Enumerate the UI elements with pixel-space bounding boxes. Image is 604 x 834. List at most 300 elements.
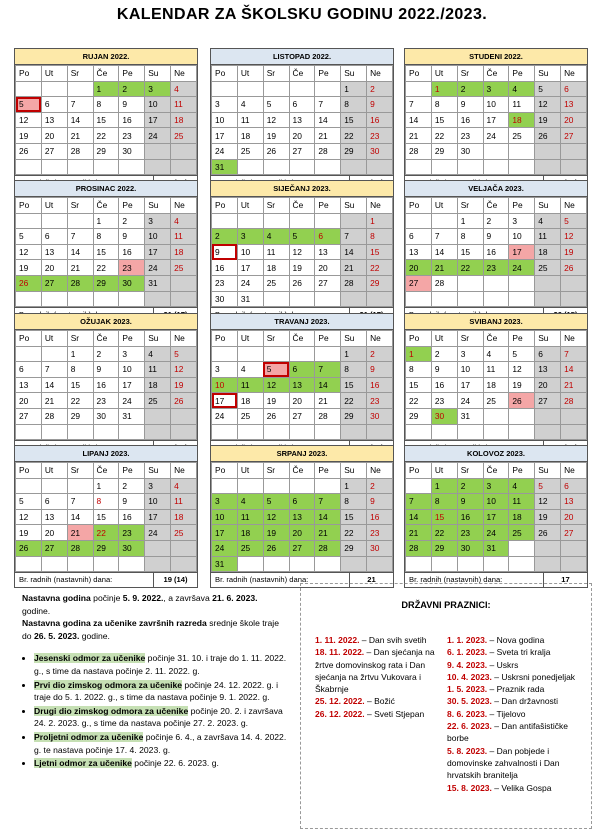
day-cell: 18 <box>535 244 561 260</box>
day-cell: 14 <box>67 244 93 260</box>
day-cell: 17 <box>237 260 263 276</box>
weekday-header: Su <box>145 331 171 347</box>
day-cell: 26 <box>509 393 535 409</box>
weekday-header: Po <box>16 198 42 214</box>
day-cell: 26 <box>16 540 42 556</box>
day-cell: 2 <box>367 346 393 362</box>
weekday-header: Ne <box>367 463 393 479</box>
weekday-header: Pe <box>119 66 145 82</box>
weekday-header: Pe <box>509 66 535 82</box>
day-cell: 19 <box>16 260 42 276</box>
day-cell: 21 <box>341 260 367 276</box>
day-cell: 22 <box>341 128 367 144</box>
day-cell: 13 <box>41 509 67 525</box>
weekday-header: Če <box>93 463 119 479</box>
day-cell: 5 <box>535 81 561 97</box>
day-cell: 13 <box>406 244 432 260</box>
day-cell: 19 <box>16 128 42 144</box>
empty-cell <box>483 408 509 424</box>
day-cell: 15 <box>431 112 457 128</box>
weekday-header: Ut <box>237 198 263 214</box>
empty-cell <box>171 556 197 572</box>
day-cell: 27 <box>41 275 67 291</box>
empty-cell <box>145 291 171 307</box>
month-name: VELJAČA 2023. <box>405 181 587 197</box>
day-cell: 26 <box>535 525 561 541</box>
day-cell: 7 <box>315 97 341 113</box>
weekday-header: Pe <box>509 463 535 479</box>
empty-cell <box>431 159 457 175</box>
empty-cell <box>171 408 197 424</box>
weekday-header: Če <box>289 66 315 82</box>
day-cell: 13 <box>289 112 315 128</box>
empty-cell <box>483 424 509 440</box>
empty-cell <box>145 408 171 424</box>
day-cell: 18 <box>509 509 535 525</box>
day-cell: 29 <box>93 143 119 159</box>
empty-cell <box>457 556 483 572</box>
day-cell: 8 <box>341 362 367 378</box>
day-cell: 16 <box>119 509 145 525</box>
day-cell: 26 <box>289 275 315 291</box>
empty-cell <box>561 275 587 291</box>
day-cell: 17 <box>212 128 238 144</box>
holiday-item: 1. 11. 2022. – Dan svih svetih <box>315 635 427 645</box>
day-cell: 10 <box>145 229 171 245</box>
empty-cell <box>171 143 197 159</box>
day-cell: 21 <box>67 525 93 541</box>
weekday-header: Če <box>483 463 509 479</box>
day-cell: 3 <box>212 362 238 378</box>
day-cell: 20 <box>561 509 587 525</box>
empty-cell <box>315 291 341 307</box>
day-cell: 23 <box>457 525 483 541</box>
day-cell: 23 <box>93 393 119 409</box>
day-cell: 21 <box>561 377 587 393</box>
day-cell: 18 <box>171 509 197 525</box>
weekday-header: Po <box>406 66 432 82</box>
empty-cell <box>457 424 483 440</box>
weekday-header: Sr <box>263 463 289 479</box>
empty-cell <box>16 81 42 97</box>
day-cell: 5 <box>509 346 535 362</box>
weekday-header: Pe <box>315 198 341 214</box>
day-cell: 24 <box>457 393 483 409</box>
empty-cell <box>67 159 93 175</box>
empty-cell <box>263 424 289 440</box>
day-cell: 27 <box>315 275 341 291</box>
month-calendar <box>210 313 394 456</box>
day-cell: 6 <box>289 362 315 378</box>
day-cell: 18 <box>237 393 263 409</box>
empty-cell <box>341 291 367 307</box>
day-cell: 18 <box>171 112 197 128</box>
workdays-value: 19 (14) <box>163 575 188 585</box>
empty-cell <box>483 275 509 291</box>
day-cell: 6 <box>406 229 432 245</box>
day-cell: 11 <box>171 494 197 510</box>
state-holidays-box <box>300 583 592 829</box>
day-cell: 24 <box>145 260 171 276</box>
weekday-header: Ut <box>237 463 263 479</box>
day-cell: 13 <box>561 494 587 510</box>
day-cell: 9 <box>457 494 483 510</box>
weekday-header: Če <box>93 198 119 214</box>
weekday-header: Ne <box>561 66 587 82</box>
day-cell: 25 <box>535 260 561 276</box>
empty-cell <box>41 346 67 362</box>
weekday-header: Ut <box>41 66 67 82</box>
list-item: • Jesenski odmor za učenike počinje 31. 10. i traje do 1. 11. 2022. g., s time da nastava počinje 2. 11. 2022. g. <box>34 652 288 677</box>
day-cell: 10 <box>145 97 171 113</box>
day-cell: 23 <box>431 393 457 409</box>
day-cell: 21 <box>406 525 432 541</box>
day-cell: 31 <box>119 408 145 424</box>
empty-cell <box>237 346 263 362</box>
empty-cell <box>263 81 289 97</box>
empty-cell <box>67 478 93 494</box>
day-cell: 13 <box>315 244 341 260</box>
day-cell: 31 <box>483 540 509 556</box>
weekday-header: Pe <box>119 463 145 479</box>
day-cell: 26 <box>263 408 289 424</box>
day-cell: 19 <box>263 128 289 144</box>
day-cell: 8 <box>431 97 457 113</box>
day-cell: 16 <box>457 509 483 525</box>
day-cell: 22 <box>93 128 119 144</box>
weekday-header: Su <box>341 463 367 479</box>
day-cell: 30 <box>367 408 393 424</box>
day-cell: 24 <box>212 143 238 159</box>
month-name: RUJAN 2022. <box>15 49 197 65</box>
weekday-header: Ne <box>367 66 393 82</box>
day-cell: 24 <box>145 525 171 541</box>
weekday-header: Ut <box>237 331 263 347</box>
holidays-column-right <box>447 634 579 794</box>
empty-cell <box>67 424 93 440</box>
holiday-item: 15. 8. 2023. – Velika Gospa <box>447 782 552 793</box>
empty-cell <box>289 424 315 440</box>
holiday-item: 1. 1. 2023. – Nova godina <box>447 635 545 645</box>
day-cell: 4 <box>171 81 197 97</box>
day-cell: 14 <box>41 377 67 393</box>
day-cell: 17 <box>212 525 238 541</box>
day-cell: 27 <box>406 275 432 291</box>
day-cell: 24 <box>119 393 145 409</box>
day-cell: 12 <box>16 112 42 128</box>
day-cell: 12 <box>171 362 197 378</box>
day-cell: 7 <box>341 229 367 245</box>
day-cell: 26 <box>561 260 587 276</box>
day-cell: 12 <box>509 362 535 378</box>
month-name: STUDENI 2022. <box>405 49 587 65</box>
day-cell: 7 <box>41 362 67 378</box>
day-cell: 2 <box>457 81 483 97</box>
day-cell: 16 <box>367 112 393 128</box>
day-cell: 11 <box>509 494 535 510</box>
day-cell: 2 <box>483 213 509 229</box>
weekday-header: Su <box>341 66 367 82</box>
day-cell: 10 <box>509 229 535 245</box>
day-cell: 26 <box>16 143 42 159</box>
weekday-header: Po <box>16 463 42 479</box>
month-name: LIPANJ 2023. <box>15 446 197 462</box>
empty-cell <box>289 556 315 572</box>
empty-cell <box>483 556 509 572</box>
day-cell: 20 <box>289 128 315 144</box>
day-cell: 14 <box>341 244 367 260</box>
holiday-item: 9. 4. 2023. – Uskrs <box>447 659 519 670</box>
day-cell: 17 <box>119 377 145 393</box>
weekday-header: Ne <box>171 198 197 214</box>
day-cell: 27 <box>41 540 67 556</box>
day-cell: 18 <box>237 525 263 541</box>
weekday-header: Su <box>535 198 561 214</box>
empty-cell <box>67 291 93 307</box>
day-cell: 11 <box>171 229 197 245</box>
weekday-header: Sr <box>67 463 93 479</box>
day-cell: 11 <box>237 509 263 525</box>
empty-cell <box>119 159 145 175</box>
day-cell: 3 <box>212 97 238 113</box>
day-cell: 25 <box>509 128 535 144</box>
day-cell: 21 <box>315 128 341 144</box>
month-calendar <box>210 445 394 588</box>
day-cell: 24 <box>483 525 509 541</box>
weekday-header: Sr <box>457 331 483 347</box>
weekday-header: Sr <box>67 66 93 82</box>
day-cell: 21 <box>67 128 93 144</box>
empty-cell <box>16 213 42 229</box>
weekday-header: Ut <box>431 331 457 347</box>
day-cell: 19 <box>561 244 587 260</box>
list-item: • Drugi dio zimskog odmora za učenike počinje 20. 2. i završava 24. 2. 2023. g., s time da nastava počinje 27. 2. 2023. g. <box>34 705 288 730</box>
day-cell: 9 <box>367 362 393 378</box>
day-cell: 9 <box>457 97 483 113</box>
day-cell: 11 <box>263 244 289 260</box>
month-name: LISTOPAD 2022. <box>211 49 393 65</box>
empty-cell <box>16 478 42 494</box>
day-cell: 29 <box>341 143 367 159</box>
workdays-label: Br. radnih (nastavnih) dana: <box>211 573 350 587</box>
day-cell: 31 <box>457 408 483 424</box>
empty-cell <box>16 346 42 362</box>
month-calendar <box>14 180 198 323</box>
empty-cell <box>67 556 93 572</box>
day-cell: 1 <box>406 346 432 362</box>
day-cell: 5 <box>263 494 289 510</box>
day-cell: 20 <box>16 393 42 409</box>
day-cell: 31 <box>145 275 171 291</box>
day-cell: 1 <box>93 81 119 97</box>
month-name: OŽUJAK 2023. <box>15 314 197 330</box>
weekday-header: Če <box>289 198 315 214</box>
empty-cell <box>406 424 432 440</box>
month-name: SRPANJ 2023. <box>211 446 393 462</box>
empty-cell <box>315 346 341 362</box>
empty-cell <box>315 424 341 440</box>
day-cell: 21 <box>41 393 67 409</box>
day-cell: 17 <box>483 509 509 525</box>
day-cell: 2 <box>431 346 457 362</box>
empty-cell <box>145 540 171 556</box>
day-cell: 14 <box>315 112 341 128</box>
day-cell: 31 <box>212 159 238 175</box>
day-cell: 23 <box>119 128 145 144</box>
day-cell: 6 <box>561 81 587 97</box>
day-cell: 6 <box>315 229 341 245</box>
empty-cell <box>367 291 393 307</box>
day-cell: 18 <box>263 260 289 276</box>
day-cell: 29 <box>67 408 93 424</box>
day-cell: 14 <box>561 362 587 378</box>
day-cell: 22 <box>93 260 119 276</box>
day-cell: 27 <box>561 525 587 541</box>
empty-cell <box>535 556 561 572</box>
empty-cell <box>315 478 341 494</box>
day-cell: 6 <box>289 97 315 113</box>
empty-cell <box>289 159 315 175</box>
day-cell: 14 <box>406 509 432 525</box>
holidays-column-left <box>315 634 447 720</box>
empty-cell <box>41 291 67 307</box>
day-cell: 28 <box>406 143 432 159</box>
day-cell: 10 <box>212 112 238 128</box>
weekday-header: Po <box>406 463 432 479</box>
day-cell: 19 <box>171 377 197 393</box>
day-cell: 5 <box>171 346 197 362</box>
day-cell: 19 <box>16 525 42 541</box>
day-cell: 17 <box>483 112 509 128</box>
weekday-header: Su <box>535 331 561 347</box>
month-calendar <box>404 445 588 588</box>
day-cell: 10 <box>237 244 263 260</box>
empty-cell <box>341 213 367 229</box>
day-cell: 25 <box>171 525 197 541</box>
empty-cell <box>145 143 171 159</box>
empty-cell <box>406 478 432 494</box>
day-cell: 25 <box>237 143 263 159</box>
weekday-header: Pe <box>315 331 341 347</box>
weekday-header: Pe <box>509 331 535 347</box>
day-cell: 12 <box>263 112 289 128</box>
day-cell: 24 <box>212 540 238 556</box>
day-cell: 29 <box>93 275 119 291</box>
day-cell: 31 <box>212 556 238 572</box>
day-cell: 3 <box>145 213 171 229</box>
day-cell: 23 <box>483 260 509 276</box>
day-cell: 20 <box>561 112 587 128</box>
day-cell: 16 <box>431 377 457 393</box>
workdays-label: Br. radnih (nastavnih) dana: <box>405 573 544 587</box>
day-cell: 7 <box>431 229 457 245</box>
day-cell: 3 <box>145 478 171 494</box>
empty-cell <box>483 143 509 159</box>
day-cell: 8 <box>341 494 367 510</box>
day-cell: 15 <box>93 509 119 525</box>
break-list <box>34 652 288 769</box>
day-cell: 12 <box>535 494 561 510</box>
day-cell: 10 <box>212 509 238 525</box>
weekday-header: Sr <box>263 331 289 347</box>
empty-cell <box>315 213 341 229</box>
empty-cell <box>41 81 67 97</box>
day-cell: 16 <box>367 377 393 393</box>
day-cell: 2 <box>367 81 393 97</box>
empty-cell <box>16 291 42 307</box>
empty-cell <box>483 159 509 175</box>
empty-cell <box>263 556 289 572</box>
weekday-header: Ne <box>561 198 587 214</box>
day-cell: 22 <box>457 260 483 276</box>
day-cell: 29 <box>93 540 119 556</box>
day-cell: 16 <box>483 244 509 260</box>
weekday-header: Po <box>16 331 42 347</box>
holidays-title: DRŽAVNI PRAZNICI: <box>401 600 491 610</box>
empty-cell <box>535 424 561 440</box>
day-cell: 27 <box>16 408 42 424</box>
weekday-header: Ne <box>171 66 197 82</box>
day-cell: 14 <box>315 509 341 525</box>
day-cell: 1 <box>457 213 483 229</box>
day-cell: 27 <box>561 128 587 144</box>
day-cell: 8 <box>457 229 483 245</box>
day-cell: 9 <box>483 229 509 245</box>
empty-cell <box>119 291 145 307</box>
empty-cell <box>457 159 483 175</box>
holiday-item: 25. 12. 2022. – Božić <box>315 696 395 707</box>
empty-cell <box>16 424 42 440</box>
weekday-header: Sr <box>457 198 483 214</box>
empty-cell <box>367 159 393 175</box>
weekday-header: Po <box>406 198 432 214</box>
day-cell: 17 <box>509 244 535 260</box>
day-cell: 30 <box>431 408 457 424</box>
empty-cell <box>535 143 561 159</box>
empty-cell <box>263 478 289 494</box>
day-cell: 29 <box>341 540 367 556</box>
day-cell: 11 <box>509 97 535 113</box>
day-cell: 29 <box>367 275 393 291</box>
weekday-header: Ut <box>41 463 67 479</box>
day-cell: 10 <box>483 97 509 113</box>
empty-cell <box>561 143 587 159</box>
empty-cell <box>535 159 561 175</box>
empty-cell <box>171 540 197 556</box>
empty-cell <box>509 540 535 556</box>
day-cell: 3 <box>509 213 535 229</box>
day-cell: 27 <box>289 408 315 424</box>
holiday-item: 6. 1. 2023. – Sveta tri kralja <box>447 647 551 658</box>
day-cell: 20 <box>535 377 561 393</box>
day-cell: 2 <box>212 229 238 245</box>
day-cell: 12 <box>535 97 561 113</box>
empty-cell <box>367 556 393 572</box>
weekday-header: Po <box>212 198 238 214</box>
day-cell: 12 <box>16 244 42 260</box>
day-cell: 2 <box>119 213 145 229</box>
empty-cell <box>145 159 171 175</box>
empty-cell <box>535 291 561 307</box>
weekday-header: Če <box>93 331 119 347</box>
day-cell: 4 <box>483 346 509 362</box>
weekday-header: Če <box>483 198 509 214</box>
day-cell: 22 <box>67 393 93 409</box>
day-cell: 9 <box>119 97 145 113</box>
day-cell: 19 <box>535 112 561 128</box>
day-cell: 8 <box>341 97 367 113</box>
weekday-header: Ut <box>237 66 263 82</box>
